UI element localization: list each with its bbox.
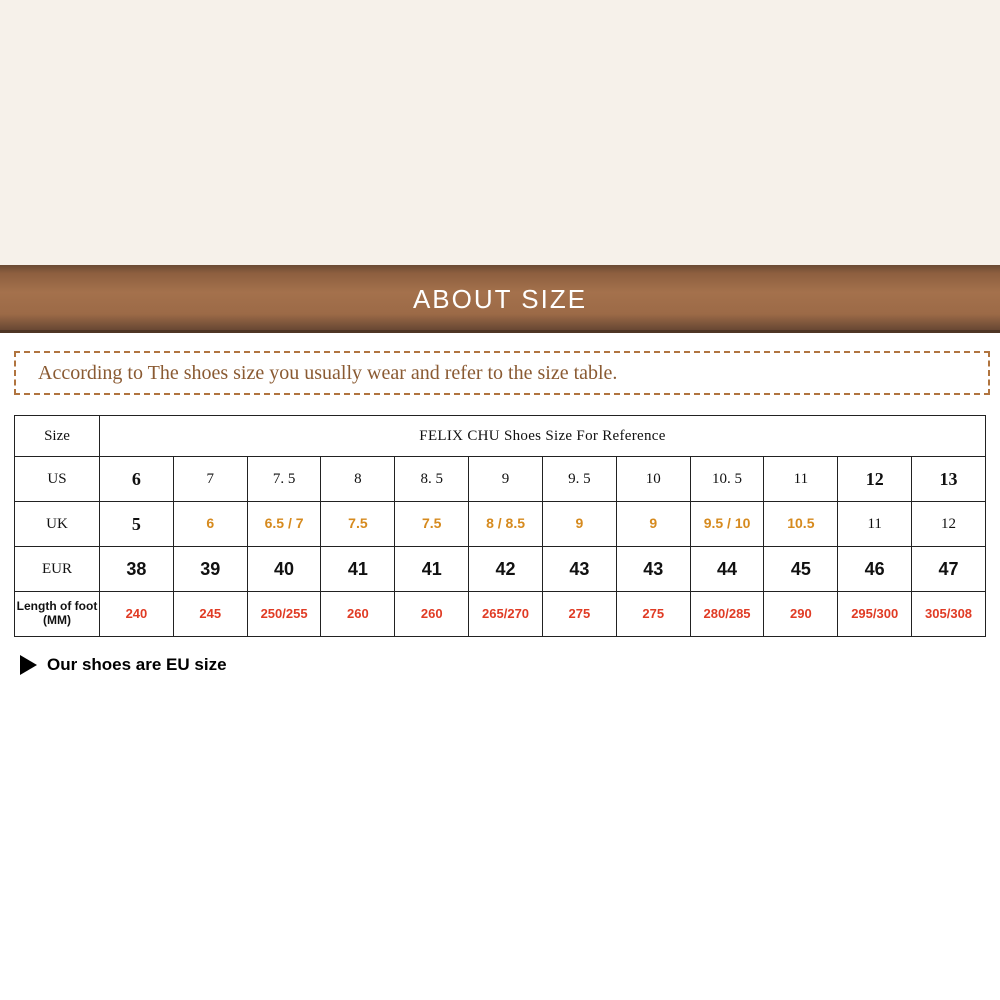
cell-value: 260 [347, 605, 369, 621]
footnote-text: Our shoes are EU size [47, 655, 227, 674]
table-cell [100, 502, 174, 547]
cell-value: 8 / 8.5 [486, 515, 526, 531]
cell-value: 43 [643, 558, 664, 579]
cell-value: 40 [274, 558, 295, 579]
table-cell [838, 592, 912, 637]
table-cell [469, 457, 543, 502]
cell-value: 5 [131, 513, 141, 534]
table-cell [690, 547, 764, 592]
cell-value: 7.5 [421, 515, 442, 531]
table-cell [764, 592, 838, 637]
table-row-us [15, 457, 986, 502]
table-cell [542, 592, 616, 637]
table-cell [395, 502, 469, 547]
table-cell [395, 547, 469, 592]
cell-value: 10. 5 [712, 470, 743, 487]
table-cell [616, 547, 690, 592]
cell-value: 43 [569, 558, 590, 579]
table-cell [616, 502, 690, 547]
footnote [20, 655, 227, 675]
cell-value: 305/308 [925, 605, 973, 621]
table-cell [690, 592, 764, 637]
cell-value: 10 [645, 470, 661, 487]
cell-value: 12 [941, 515, 957, 532]
cell-value: 6.5 / 7 [264, 515, 304, 531]
row-label-uk: UK [15, 502, 100, 547]
table-cell [100, 457, 174, 502]
table-cell [173, 457, 247, 502]
size-content-area [0, 333, 1000, 715]
cell-value: 7. 5 [272, 470, 296, 487]
table-cell [838, 547, 912, 592]
cell-value: 9.5 / 10 [703, 515, 751, 531]
table-header-title: FELIX CHU Shoes Size For Reference [100, 416, 986, 457]
cell-value: 290 [790, 605, 812, 621]
cell-value: 11 [867, 515, 882, 532]
cell-value: 275 [568, 605, 591, 621]
table-corner-label: Size [15, 416, 100, 457]
cell-value: 6 [131, 468, 141, 489]
about-size-banner [0, 265, 1000, 333]
table-cell [912, 457, 986, 502]
cell-value: 45 [790, 558, 811, 579]
table-cell [247, 547, 321, 592]
table-cell [247, 502, 321, 547]
cell-value: 41 [347, 558, 368, 579]
cell-value: 42 [495, 558, 516, 579]
cell-value: 275 [642, 605, 665, 621]
table-cell [912, 502, 986, 547]
cell-value: 245 [199, 605, 222, 621]
cell-value: 6 [206, 515, 215, 531]
table-cell [542, 502, 616, 547]
cell-value: 47 [938, 558, 959, 579]
top-background-area [0, 0, 1000, 265]
cell-value: 11 [793, 470, 809, 487]
table-cell [912, 592, 986, 637]
table-cell [247, 592, 321, 637]
bottom-background-area [0, 715, 1000, 1000]
row-label-eur: EUR [15, 547, 100, 592]
table-cell [764, 547, 838, 592]
table-cell [469, 547, 543, 592]
cell-value: 9 [501, 470, 510, 487]
table-cell [321, 502, 395, 547]
cell-value: 38 [126, 558, 147, 579]
table-cell [173, 502, 247, 547]
row-label-us: US [15, 457, 100, 502]
table-cell [100, 592, 174, 637]
table-row-uk [15, 502, 986, 547]
cell-value: 280/285 [703, 605, 751, 621]
cell-value: 13 [939, 468, 958, 489]
cell-value: 7.5 [348, 515, 368, 531]
cell-value: 46 [864, 558, 885, 579]
size-table [14, 415, 986, 637]
table-cell [100, 547, 174, 592]
table-cell [764, 502, 838, 547]
table-cell [764, 457, 838, 502]
table-cell [690, 502, 764, 547]
cell-value: 240 [125, 605, 148, 621]
cell-value: 12 [865, 468, 884, 489]
table-cell [395, 457, 469, 502]
cell-value: 295/300 [851, 605, 899, 621]
table-cell [173, 592, 247, 637]
table-cell [469, 502, 543, 547]
cell-value: 10.5 [787, 515, 815, 531]
instruction-note [14, 351, 990, 395]
cell-value: 7 [206, 470, 214, 487]
table-cell [912, 547, 986, 592]
cell-value: 8. 5 [420, 470, 443, 487]
table-row-length [15, 592, 986, 637]
table-cell [616, 592, 690, 637]
table-header-row [15, 416, 986, 457]
instruction-note-text: According to The shoes size you usually wear and refer to the size table. [38, 361, 618, 384]
row-label-length: Length of foot (MM) [15, 592, 100, 637]
table-cell [247, 457, 321, 502]
table-cell [616, 457, 690, 502]
cell-value: 8 [354, 470, 362, 487]
triangle-right-icon [20, 655, 37, 675]
table-cell [690, 457, 764, 502]
table-cell [542, 457, 616, 502]
table-cell [321, 592, 395, 637]
table-cell [173, 547, 247, 592]
table-cell [838, 457, 912, 502]
table-cell [469, 592, 543, 637]
cell-value: 44 [717, 558, 738, 579]
cell-value: 41 [421, 558, 442, 579]
cell-value: 250/255 [260, 605, 308, 621]
table-cell [321, 457, 395, 502]
table-cell [542, 547, 616, 592]
cell-value: 260 [420, 605, 443, 621]
cell-value: 265/270 [482, 605, 530, 621]
cell-value: 9 [575, 515, 584, 531]
cell-value: 9 [649, 515, 658, 531]
cell-value: 9. 5 [568, 470, 591, 487]
table-cell [321, 547, 395, 592]
cell-value: 39 [200, 558, 221, 579]
banner-title: ABOUT SIZE [412, 283, 588, 314]
table-cell [838, 502, 912, 547]
table-cell [395, 592, 469, 637]
table-row-eur [15, 547, 986, 592]
